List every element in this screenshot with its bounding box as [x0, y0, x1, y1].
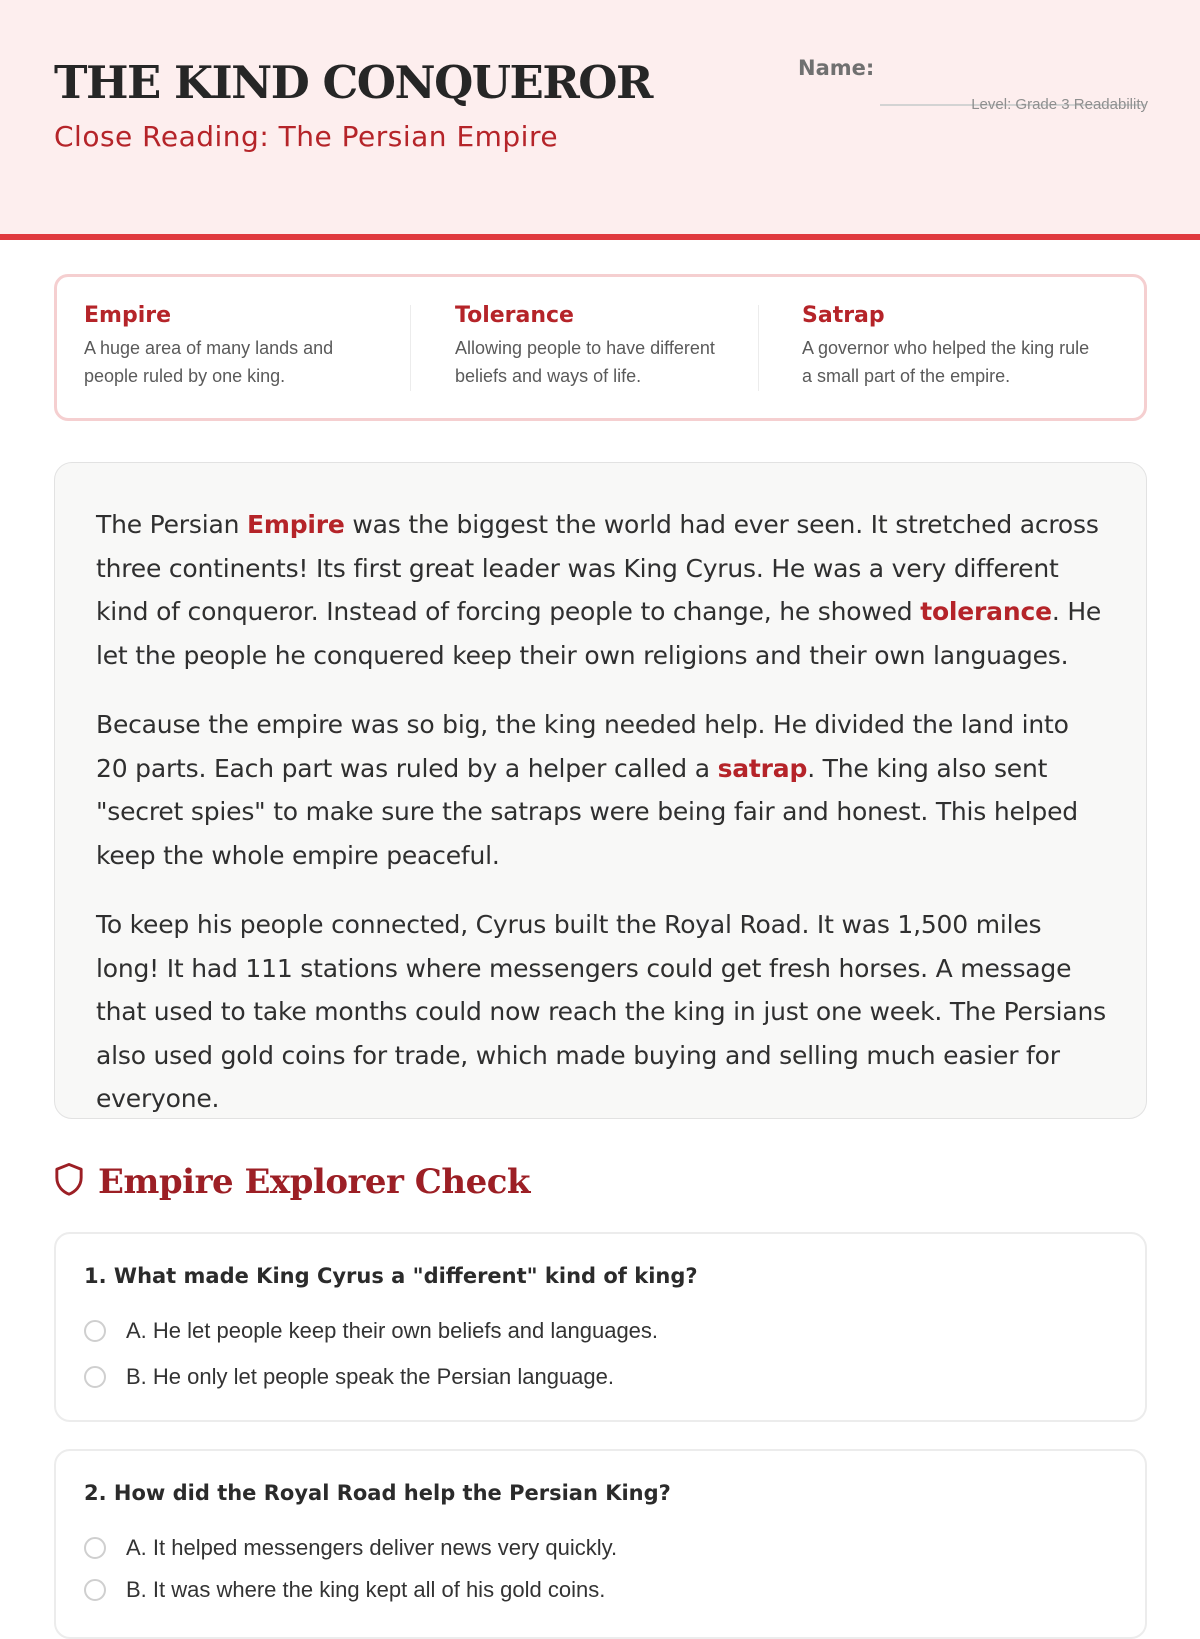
- vocab-term-satrap: [802, 303, 1102, 390]
- vocab-term-tolerance: [455, 303, 745, 390]
- vocab-definition: A huge area of many lands and people ruled by one king.: [84, 338, 334, 386]
- option-label: A. He let people keep their own beliefs and languages.: [126, 1318, 659, 1343]
- passage-paragraph: [96, 503, 1106, 677]
- readability-level: Level: Grade 3 Readability: [971, 96, 1148, 113]
- radio-button[interactable]: [84, 1320, 106, 1342]
- keyword-empire: Empire: [246, 510, 345, 539]
- answer-option-1b[interactable]: [84, 1362, 614, 1392]
- radio-button[interactable]: [84, 1579, 106, 1601]
- vocab-divider: [410, 305, 411, 391]
- radio-button[interactable]: [84, 1366, 106, 1388]
- option-label: B. It was where the king kept all of his gold coins.: [126, 1577, 606, 1602]
- quiz-title: Empire Explorer Check: [98, 1162, 530, 1202]
- keyword-satrap: satrap: [717, 753, 808, 783]
- quiz-heading: [54, 1162, 530, 1202]
- passage-text: . He let the people he conquered keep their own religions and their own languages.: [96, 597, 1102, 670]
- keyword-tolerance: tolerance: [920, 597, 1052, 626]
- answer-option-2b[interactable]: [84, 1575, 605, 1605]
- option-label: A. It helped messengers deliver news very quickly.: [126, 1535, 618, 1560]
- vocab-definition: A governor who helped the king rule a small part of the empire.: [802, 338, 1090, 386]
- worksheet-subtitle: Close Reading: The Persian Empire: [54, 120, 559, 153]
- vocab-divider: [758, 305, 759, 391]
- vocabulary-box: [54, 274, 1147, 421]
- passage-paragraph: To keep his people connected, Cyrus built the Royal Road. It was 1,500 miles long! It had 111 stations where messengers could get fresh horses. A message that used to take months could now reach the king in just one week. The Persians also used gold coins for trade, which made buying and selling much easier for everyone.: [96, 910, 1106, 1113]
- question-text: 1. What made King Cyrus a "different" kind of king?: [84, 1264, 698, 1288]
- name-field-group: [798, 56, 1148, 80]
- passage-paragraph: [96, 703, 1106, 877]
- radio-button[interactable]: [84, 1537, 106, 1559]
- worksheet-header: [0, 0, 1200, 240]
- vocab-word: Satrap: [802, 303, 885, 328]
- answer-option-1a[interactable]: [84, 1316, 658, 1346]
- passage-text: The Persian: [96, 510, 247, 539]
- passage-text: Because the empire was so big, the king needed help. He divided the land into 20 parts. Each part was ruled by a helper called a: [96, 710, 1069, 783]
- name-label: Name:: [798, 56, 875, 80]
- vocab-word: Empire: [84, 303, 172, 328]
- answer-option-2a[interactable]: [84, 1533, 617, 1563]
- vocab-term-empire: [84, 303, 374, 390]
- shield-icon: [54, 1162, 84, 1196]
- question-card-1: [54, 1232, 1147, 1422]
- option-label: B. He only let people speak the Persian language.: [126, 1364, 614, 1389]
- vocab-definition: Allowing people to have different beliefs and ways of life.: [455, 338, 715, 386]
- worksheet-title: THE KIND CONQUEROR: [54, 56, 652, 109]
- vocab-word: Tolerance: [455, 303, 574, 328]
- passage-text: was the biggest the world had ever seen. It stretched across three continents! Its first great leader was King Cyrus. He was a very different kind of conqueror. Instead of forcing people to change, he showed: [96, 510, 1099, 626]
- question-text: 2. How did the Royal Road help the Persian King?: [84, 1481, 671, 1505]
- passage-text: . The king also sent "secret spies" to make sure the satraps were being fair and honest. This helped keep the whole empire peaceful.: [96, 753, 1078, 870]
- reading-passage: [54, 462, 1147, 1119]
- question-card-2: [54, 1449, 1147, 1639]
